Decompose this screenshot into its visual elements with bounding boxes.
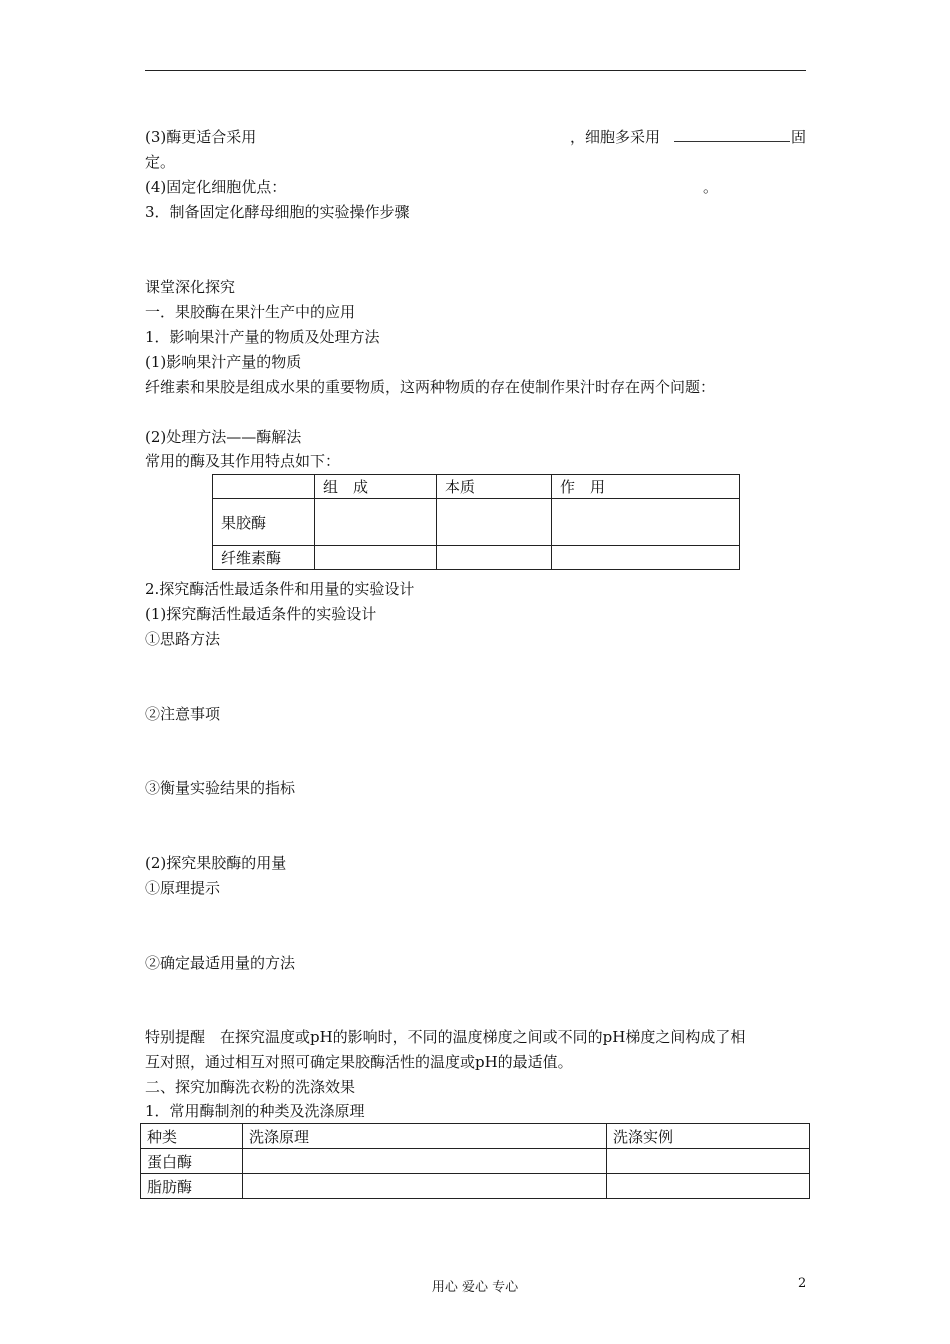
text-line: 3．制备固定化酵母细胞的实验操作步骤 (145, 203, 410, 221)
table-cell (243, 1149, 607, 1174)
header-rule (145, 70, 806, 71)
special-note: 特别提醒 在探究温度或pH的影响时，不同的温度梯度之间或不同的pH梯度之间构成了相 (145, 1028, 746, 1046)
enzyme-table (212, 474, 740, 570)
table-header-cell: 种类 (141, 1124, 243, 1149)
detergent-enzyme-table (140, 1123, 810, 1199)
text-line: (1)探究酶活性最适条件的实验设计 (145, 605, 377, 623)
text-segment: (3)酶更适合采用 (145, 128, 257, 146)
text-line: (1)影响果汁产量的物质 (145, 353, 302, 371)
text-line: 定。 (145, 153, 176, 171)
text-line: ③衡量实验结果的指标 (145, 779, 296, 797)
section-heading: 课堂深化探究 (145, 278, 236, 296)
text-segment: 。 (703, 178, 719, 196)
text-segment: ，细胞多采用 (570, 128, 661, 146)
fill-blank (674, 127, 790, 142)
table-header-cell: 洗涤实例 (607, 1124, 810, 1149)
line-enzyme-method (145, 127, 806, 147)
text-line: (2)处理方法——酶解法 (145, 428, 302, 446)
text-line: ①思路方法 (145, 630, 221, 648)
text-segment: (4)固定化细胞优点： (145, 178, 287, 196)
special-note-cont: 互对照，通过相互对照可确定果胶酶活性的温度或pH的最适值。 (145, 1053, 573, 1071)
text-line: ①原理提示 (145, 879, 221, 897)
text-segment: 固 (791, 128, 807, 146)
table-header-cell (213, 475, 315, 499)
table-cell (607, 1174, 810, 1199)
text-line: 1．常用酶制剂的种类及洗涤原理 (145, 1102, 365, 1120)
table-cell (437, 546, 552, 570)
table-cell (315, 499, 437, 546)
table-cell (552, 499, 740, 546)
text-line: 常用的酶及其作用特点如下： (145, 452, 341, 470)
table-header-cell: 洗涤原理 (243, 1124, 607, 1149)
table-cell (315, 546, 437, 570)
text-line: 2.探究酶活性最适条件和用量的实验设计 (145, 580, 415, 598)
section-heading: 一．果胶酶在果汁生产中的应用 (145, 303, 356, 321)
table-cell (243, 1174, 607, 1199)
table-header-cell: 本质 (437, 475, 552, 499)
text-line: 1．影响果汁产量的物质及处理方法 (145, 328, 380, 346)
text-line: ②确定最适用量的方法 (145, 954, 296, 972)
table-row-label: 纤维素酶 (213, 546, 315, 570)
table-cell (437, 499, 552, 546)
section-heading: 二、探究加酶洗衣粉的洗涤效果 (145, 1078, 356, 1096)
table-row-label: 果胶酶 (213, 499, 315, 546)
table-row-label: 脂肪酶 (141, 1174, 243, 1199)
page-footer: 用心 爱心 专心 (431, 1280, 519, 1295)
text-line: 纤维素和果胶是组成水果的重要物质，这两种物质的存在使制作果汁时存在两个问题： (145, 378, 716, 396)
table-row-label: 蛋白酶 (141, 1149, 243, 1174)
table-header-cell: 组 成 (315, 475, 437, 499)
text-line: ②注意事项 (145, 705, 221, 723)
table-cell (607, 1149, 810, 1174)
line-cell-advantage (145, 177, 806, 197)
text-line: (2)探究果胶酶的用量 (145, 854, 287, 872)
page-number: 2 (798, 1276, 807, 1291)
table-cell (552, 546, 740, 570)
table-header-cell: 作 用 (552, 475, 740, 499)
